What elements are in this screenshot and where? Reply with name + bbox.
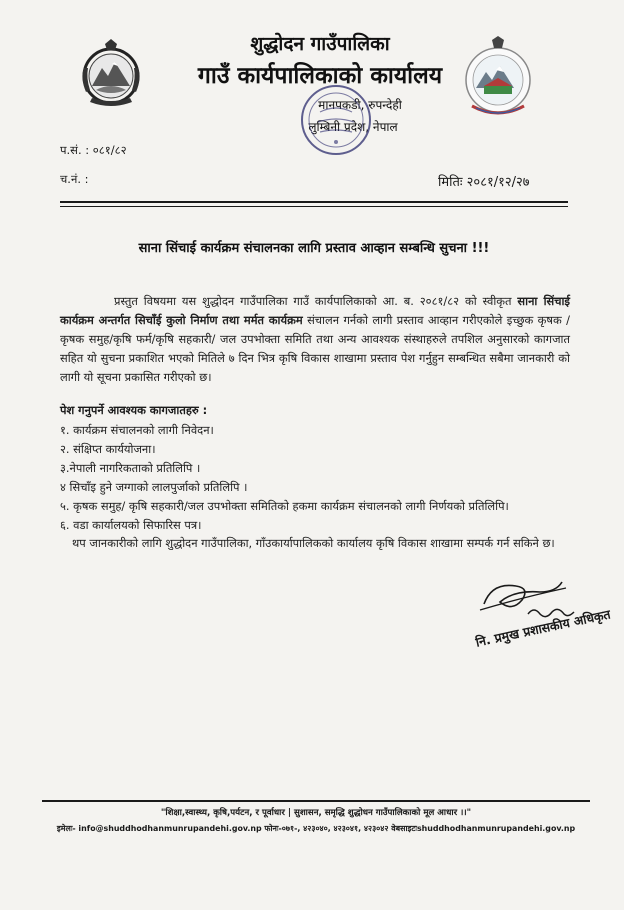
municipality-name: शुद्धोदन गाउँपालिका: [250, 33, 390, 55]
notice-body: [60, 292, 570, 387]
body-bold-program: साना सिंचाई कार्यक्रम अन्तर्गत सिचाँई कुलो निर्माण तथा मर्मत कार्यक्रम: [60, 294, 570, 327]
footer-divider: [42, 800, 590, 802]
signatory-title: नि. प्रमुख प्रशासकीय अधिकृत: [474, 606, 612, 650]
footer-slogan: "शिक्षा,स्वास्थ्य, कृषि,पर्यटन, र पूर्वाधार | सुशासन, समृद्धि शुद्धोधन गाउँपालिकाको मूल आधार ।।": [160, 808, 472, 818]
list-item: ६. वडा कार्यालयको सिफारिस पत्र।: [60, 518, 202, 532]
nepal-emblem-icon: [78, 38, 144, 110]
list-item: १. कार्यक्रम संचालनको लागी निवेदन।: [60, 423, 214, 437]
documents-heading: पेश गनुपर्ने आवश्यक कागजातहरु :: [60, 403, 208, 417]
closing-paragraph: [60, 533, 570, 554]
letter-date: मितिः २०८१/१२/२७: [438, 175, 530, 190]
list-item: ३.नेपाली नागरिकताको प्रतिलिपि ।: [60, 461, 201, 475]
list-item: ४ सिचाँइ हुने जग्गाको लालपुर्जाको प्रतिलिपि ।: [60, 480, 248, 494]
header-divider-thin: [60, 206, 568, 207]
office-seal-icon: [298, 82, 374, 158]
body-part-1: प्रस्तुत विषयमा यस शुद्धोदन गाउँपालिका गाउँ कार्यपालिकाको आ. ब. २०८१/८२ को स्वीकृत: [114, 294, 512, 308]
letter-reference-number: प.सं. : ०८१/८२: [60, 143, 127, 157]
footer-contact: इमेलः- info@shuddhodhanmunrupandehi.gov.np फोनः-०७१-, ४२३०४०, ४२३०४१, ४२३०४२ वेबसाइटःshuddhodhanmunrupandehi.gov.np: [56, 824, 576, 833]
documents-list: [60, 421, 580, 535]
office-location: मानपकडी, रुपन्देही: [318, 98, 402, 112]
dispatch-number: च.नं. :: [60, 172, 89, 186]
list-item: २. संक्षिप्त कार्ययोजना।: [60, 442, 156, 456]
closing-text: थप जानकारीको लागि शुद्धोदन गाउँपालिका, गाँउकार्यापालिकको कार्यालय कृषि विकास शाखामा सम्पर्क गर्न सकिने छ।: [72, 536, 555, 550]
body-part-2: संचालन गर्नको लागी प्रस्ताव आव्हान गरीएकोले इच्छुक कृषक /कृषक समुह/कृषि फर्म/कृषि सहकारी/ जल उपभोक्ता समिति तथा अन्य आवश्यक संस्थाहरुले तपशिल अनुसारको कागजात सहित यो सुचना प्रकाशित भएको मितिले ७ दिन भित्र कृषि विकास शाखामा प्रस्ताव पेश गर्नुहुन सम्बन्धित सबैमा जानकारी को लागी यो सूचना प्रकासित गरीएको छ।: [60, 313, 571, 384]
header-divider: [60, 201, 568, 203]
office-province: लुम्बिनी प्रदेश, नेपाल: [308, 120, 398, 134]
list-item: ५. कृषक समुह/ कृषि सहकारी/जल उपभोक्ता समितिको हकमा कार्यक्रम संचालनको लागी निर्णयको प्रतिलिपि।: [60, 499, 509, 513]
notice-subject: साना सिंचाई कार्यक्रम संचालनका लागि प्रस्ताव आव्हान सम्बन्धि सुचना !!!: [138, 241, 490, 256]
office-name: गाउँ कार्यपालिकाको कार्यालय: [197, 63, 443, 89]
